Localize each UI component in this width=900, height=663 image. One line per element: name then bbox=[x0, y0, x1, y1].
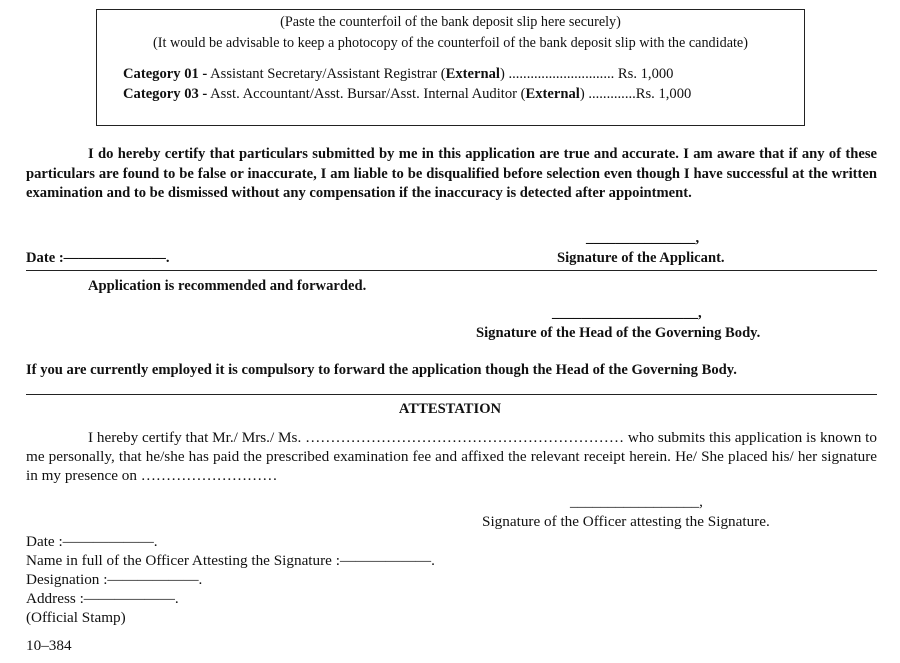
footer-code: 10–384 bbox=[26, 637, 72, 654]
category-03-fee: ) .............Rs. 1,000 bbox=[579, 86, 692, 102]
category-01-type: External bbox=[445, 66, 500, 82]
slip-instruction-1: (Paste the counterfoil of the bank deposit slip here securely) bbox=[280, 14, 621, 30]
applicant-date-field: Date :———————. bbox=[26, 250, 170, 266]
attestation-heading: ATTESTATION bbox=[398, 401, 502, 417]
official-stamp-label: (Official Stamp) bbox=[26, 609, 126, 626]
category-03-line bbox=[123, 85, 691, 103]
officer-name-field: Name in full of the Officer Attesting the Signature :——————. bbox=[26, 552, 435, 569]
attestation-date-field: Date :——————. bbox=[26, 533, 158, 550]
category-01-line bbox=[123, 65, 673, 83]
attestation-text: I hereby certify that Mr./ Mrs./ Ms. ……………………………………………………… who submits this application is known to me personally, that he/she has paid the prescribed examination fee and affixed the relevant receipt herein. He/ She placed his/ her signature in my presence on ……………………… bbox=[26, 429, 877, 484]
head-signature-label: Signature of the Head of the Governing Body. bbox=[476, 325, 761, 341]
section-divider bbox=[26, 270, 877, 271]
category-03-name: Asst. Accountant/Asst. Bursar/Asst. Internal Auditor ( bbox=[207, 86, 526, 102]
head-signature-line: ____________________, bbox=[552, 305, 702, 321]
slip-instruction-2: (It would be advisable to keep a photocopy of the counterfoil of the bank deposit slip with the candidate) bbox=[153, 35, 748, 51]
officer-signature-line: _________________, bbox=[570, 493, 703, 510]
category-03-type: External bbox=[525, 86, 580, 102]
applicant-signature-line: _______________, bbox=[586, 230, 700, 246]
category-01-fee: ) ............................. Rs. 1,000 bbox=[499, 66, 674, 82]
recommendation-text: Application is recommended and forwarded. bbox=[88, 278, 367, 294]
certification-text: I do hereby certify that particulars submitted by me in this application are true and accurate. I am aware that if any of these particulars are found to be false or inaccurate, I am liable to be disqualified before selection even though I have successful at the written examination and to be dismissed without any compensation if the inaccuracy is detected after appointment. bbox=[26, 146, 877, 202]
attestation-divider bbox=[26, 394, 877, 395]
category-01-label: Category 01 - bbox=[123, 66, 208, 82]
address-field: Address :——————. bbox=[26, 590, 179, 607]
bank-slip-box bbox=[96, 9, 805, 126]
category-01-name: Assistant Secretary/Assistant Registrar ( bbox=[207, 66, 446, 82]
designation-field: Designation :——————. bbox=[26, 571, 203, 588]
employment-note: If you are currently employed it is compulsory to forward the application though the Head of the Governing Body. bbox=[26, 362, 737, 378]
category-03-label: Category 03 - bbox=[123, 86, 208, 102]
officer-signature-label: Signature of the Officer attesting the Signature. bbox=[482, 513, 770, 530]
applicant-signature-label: Signature of the Applicant. bbox=[557, 250, 725, 266]
